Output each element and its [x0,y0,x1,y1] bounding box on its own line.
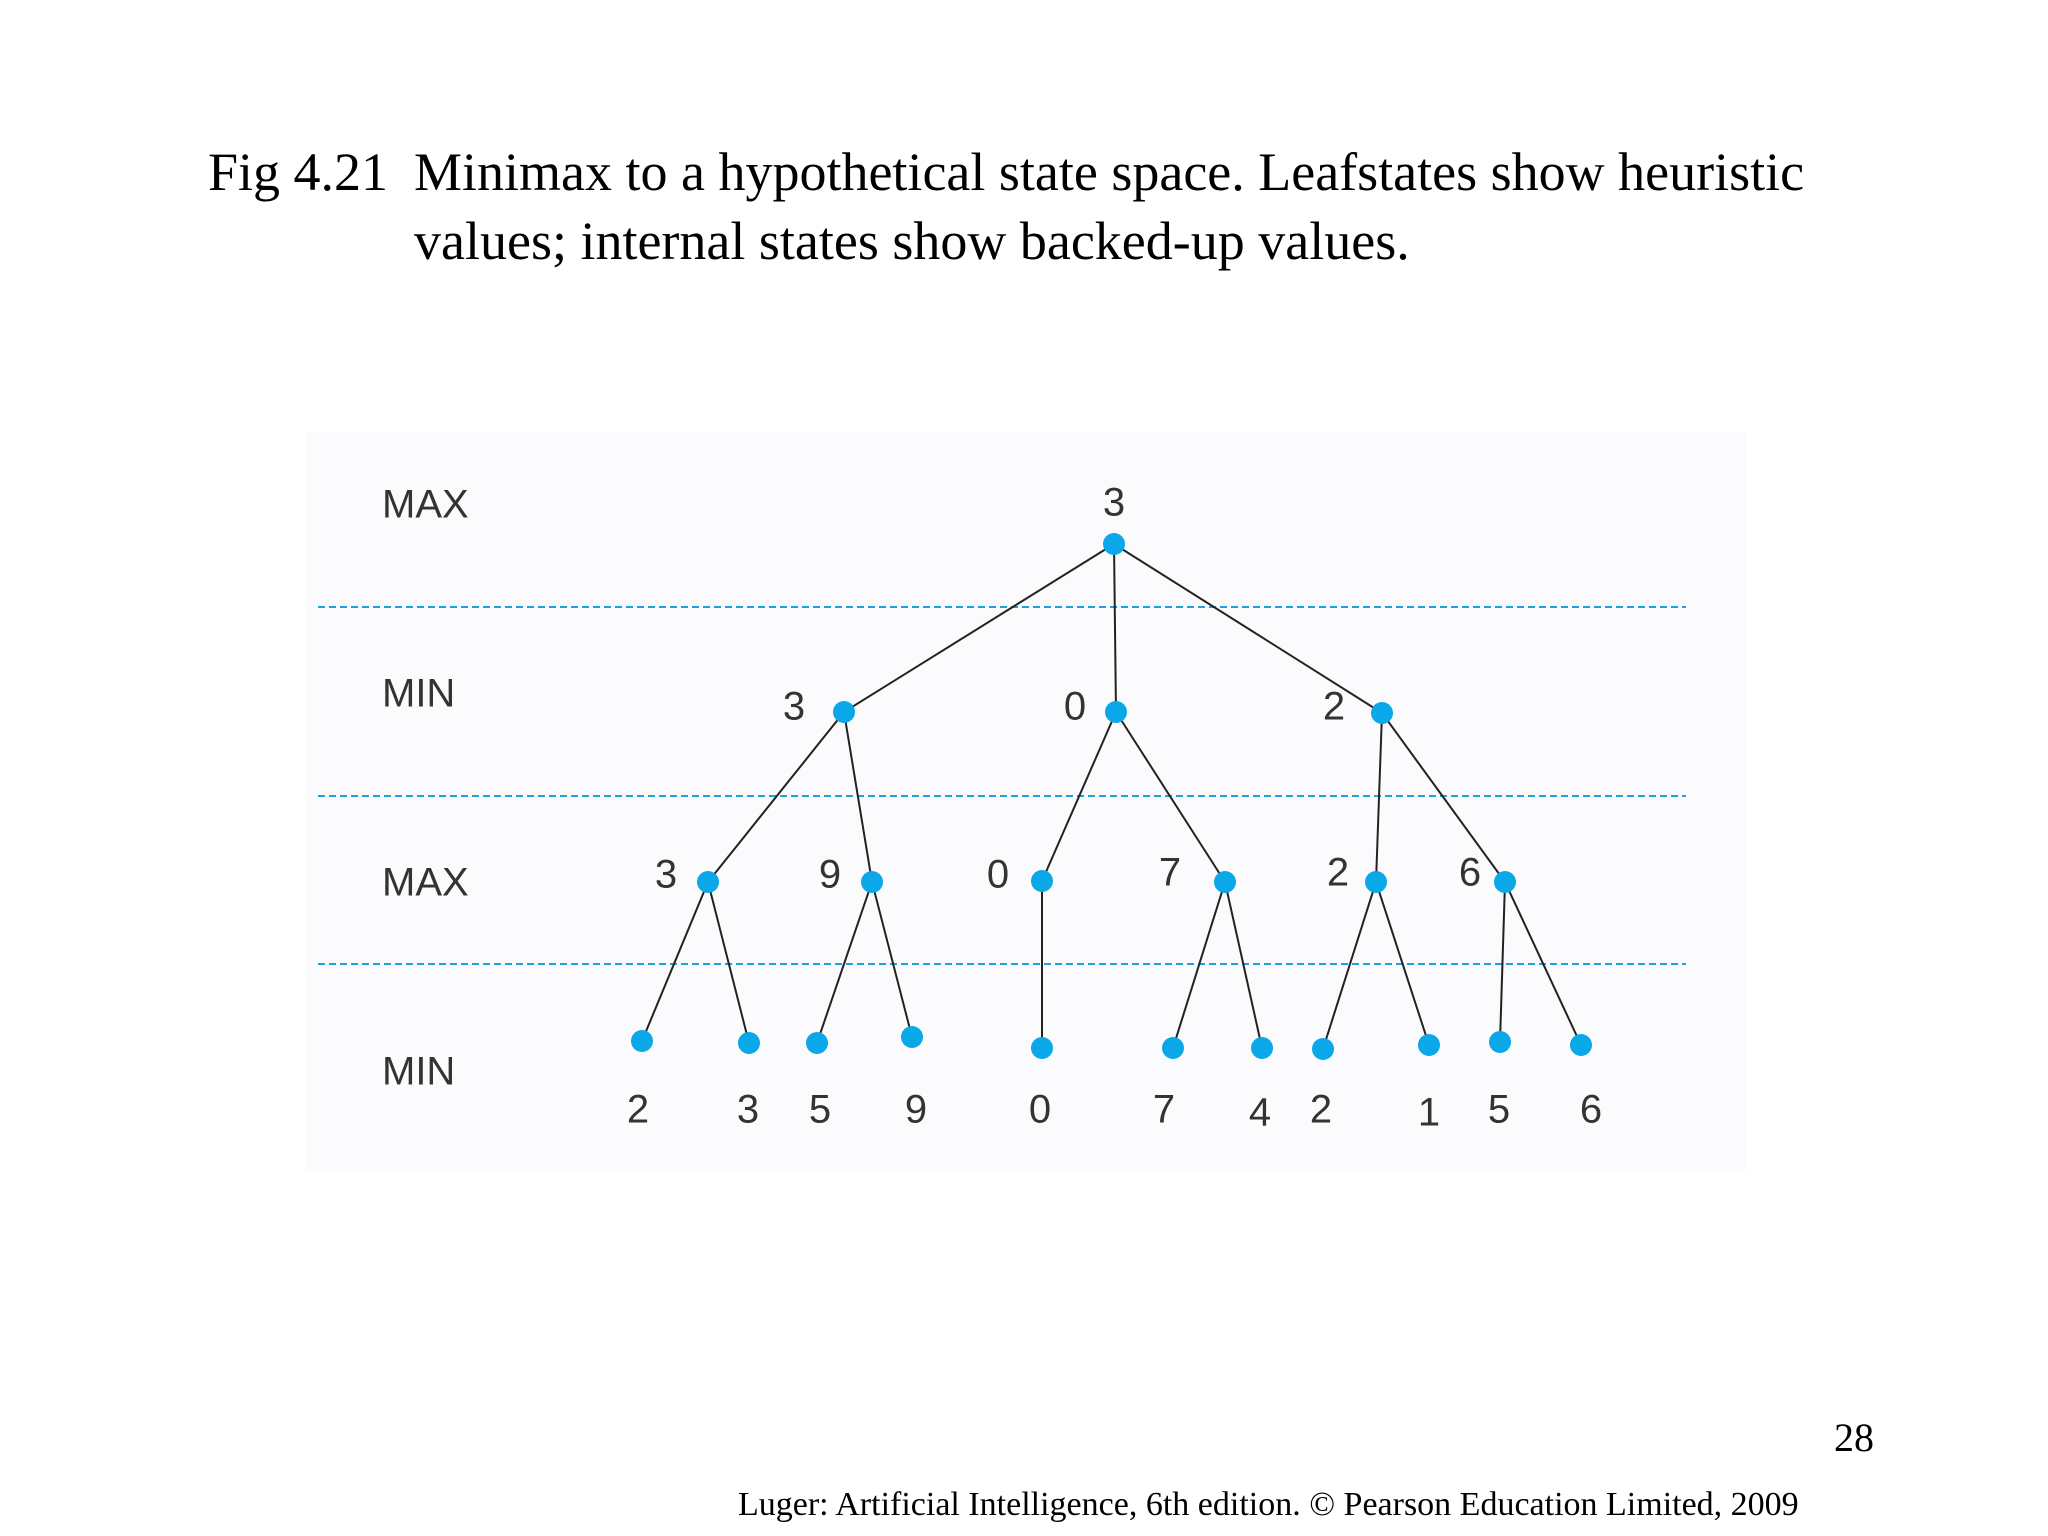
leaf-value-l11: 6 [1579,1087,1603,1132]
caption-line-2: values; internal states show backed-up values. [414,211,1410,271]
state-node-b1 [1031,870,1053,892]
leaf-node-l6 [1162,1037,1184,1059]
state-node-a1 [697,871,719,893]
backed-up-value-c1: 2 [1326,850,1350,895]
level-label-min: MIN [382,1049,456,1094]
backed-up-value-root: 3 [1102,480,1126,525]
minimax-tree-svg [306,432,1746,1172]
leaf-node-l2 [738,1032,760,1054]
leaf-value-l9: 1 [1417,1090,1441,1135]
level-label-max: MAX [382,482,469,527]
leaf-node-l7 [1251,1037,1273,1059]
page-number: 28 [1834,1415,1874,1460]
leaf-node-l4 [901,1026,923,1048]
leaf-value-l1: 2 [626,1087,650,1132]
leaf-value-l2: 3 [736,1087,760,1132]
state-node-root [1103,533,1125,555]
copyright-footer: Luger: Artificial Intelligence, 6th edition. © Pearson Education Limited, 2009 [738,1486,1799,1523]
leaf-value-l7: 4 [1248,1090,1272,1135]
state-node-c [1371,702,1393,724]
state-node-c2 [1494,871,1516,893]
leaf-node-l9 [1418,1034,1440,1056]
backed-up-value-b2: 7 [1158,850,1182,895]
diagram-background [306,432,1746,1172]
backed-up-value-a1: 3 [654,852,678,897]
leaf-node-l5 [1031,1037,1053,1059]
leaf-node-l11 [1570,1034,1592,1056]
leaf-value-l8: 2 [1309,1087,1333,1132]
leaf-value-l5: 0 [1028,1087,1052,1132]
caption-line-1: Minimax to a hypothetical state space. Leafstates show heuristic [414,142,1805,202]
minimax-tree-diagram [306,432,1746,1172]
backed-up-value-b: 0 [1063,684,1087,729]
level-label-max: MAX [382,860,469,905]
backed-up-value-c2: 6 [1458,850,1482,895]
backed-up-value-b1: 0 [986,852,1010,897]
leaf-node-l3 [806,1032,828,1054]
leaf-node-l10 [1489,1031,1511,1053]
leaf-value-l4: 9 [904,1087,928,1132]
level-label-min: MIN [382,671,456,716]
leaf-value-l6: 7 [1152,1087,1176,1132]
backed-up-value-a2: 9 [818,852,842,897]
leaf-value-l3: 5 [808,1087,832,1132]
state-node-a [833,701,855,723]
state-node-c1 [1365,871,1387,893]
backed-up-value-c: 2 [1322,684,1346,729]
leaf-node-l1 [631,1030,653,1052]
state-node-a2 [861,871,883,893]
figure-number: Fig 4.21 [208,142,389,202]
state-node-b [1105,701,1127,723]
state-node-b2 [1214,871,1236,893]
backed-up-value-a: 3 [782,684,806,729]
leaf-node-l8 [1312,1038,1334,1060]
leaf-value-l10: 5 [1487,1087,1511,1132]
